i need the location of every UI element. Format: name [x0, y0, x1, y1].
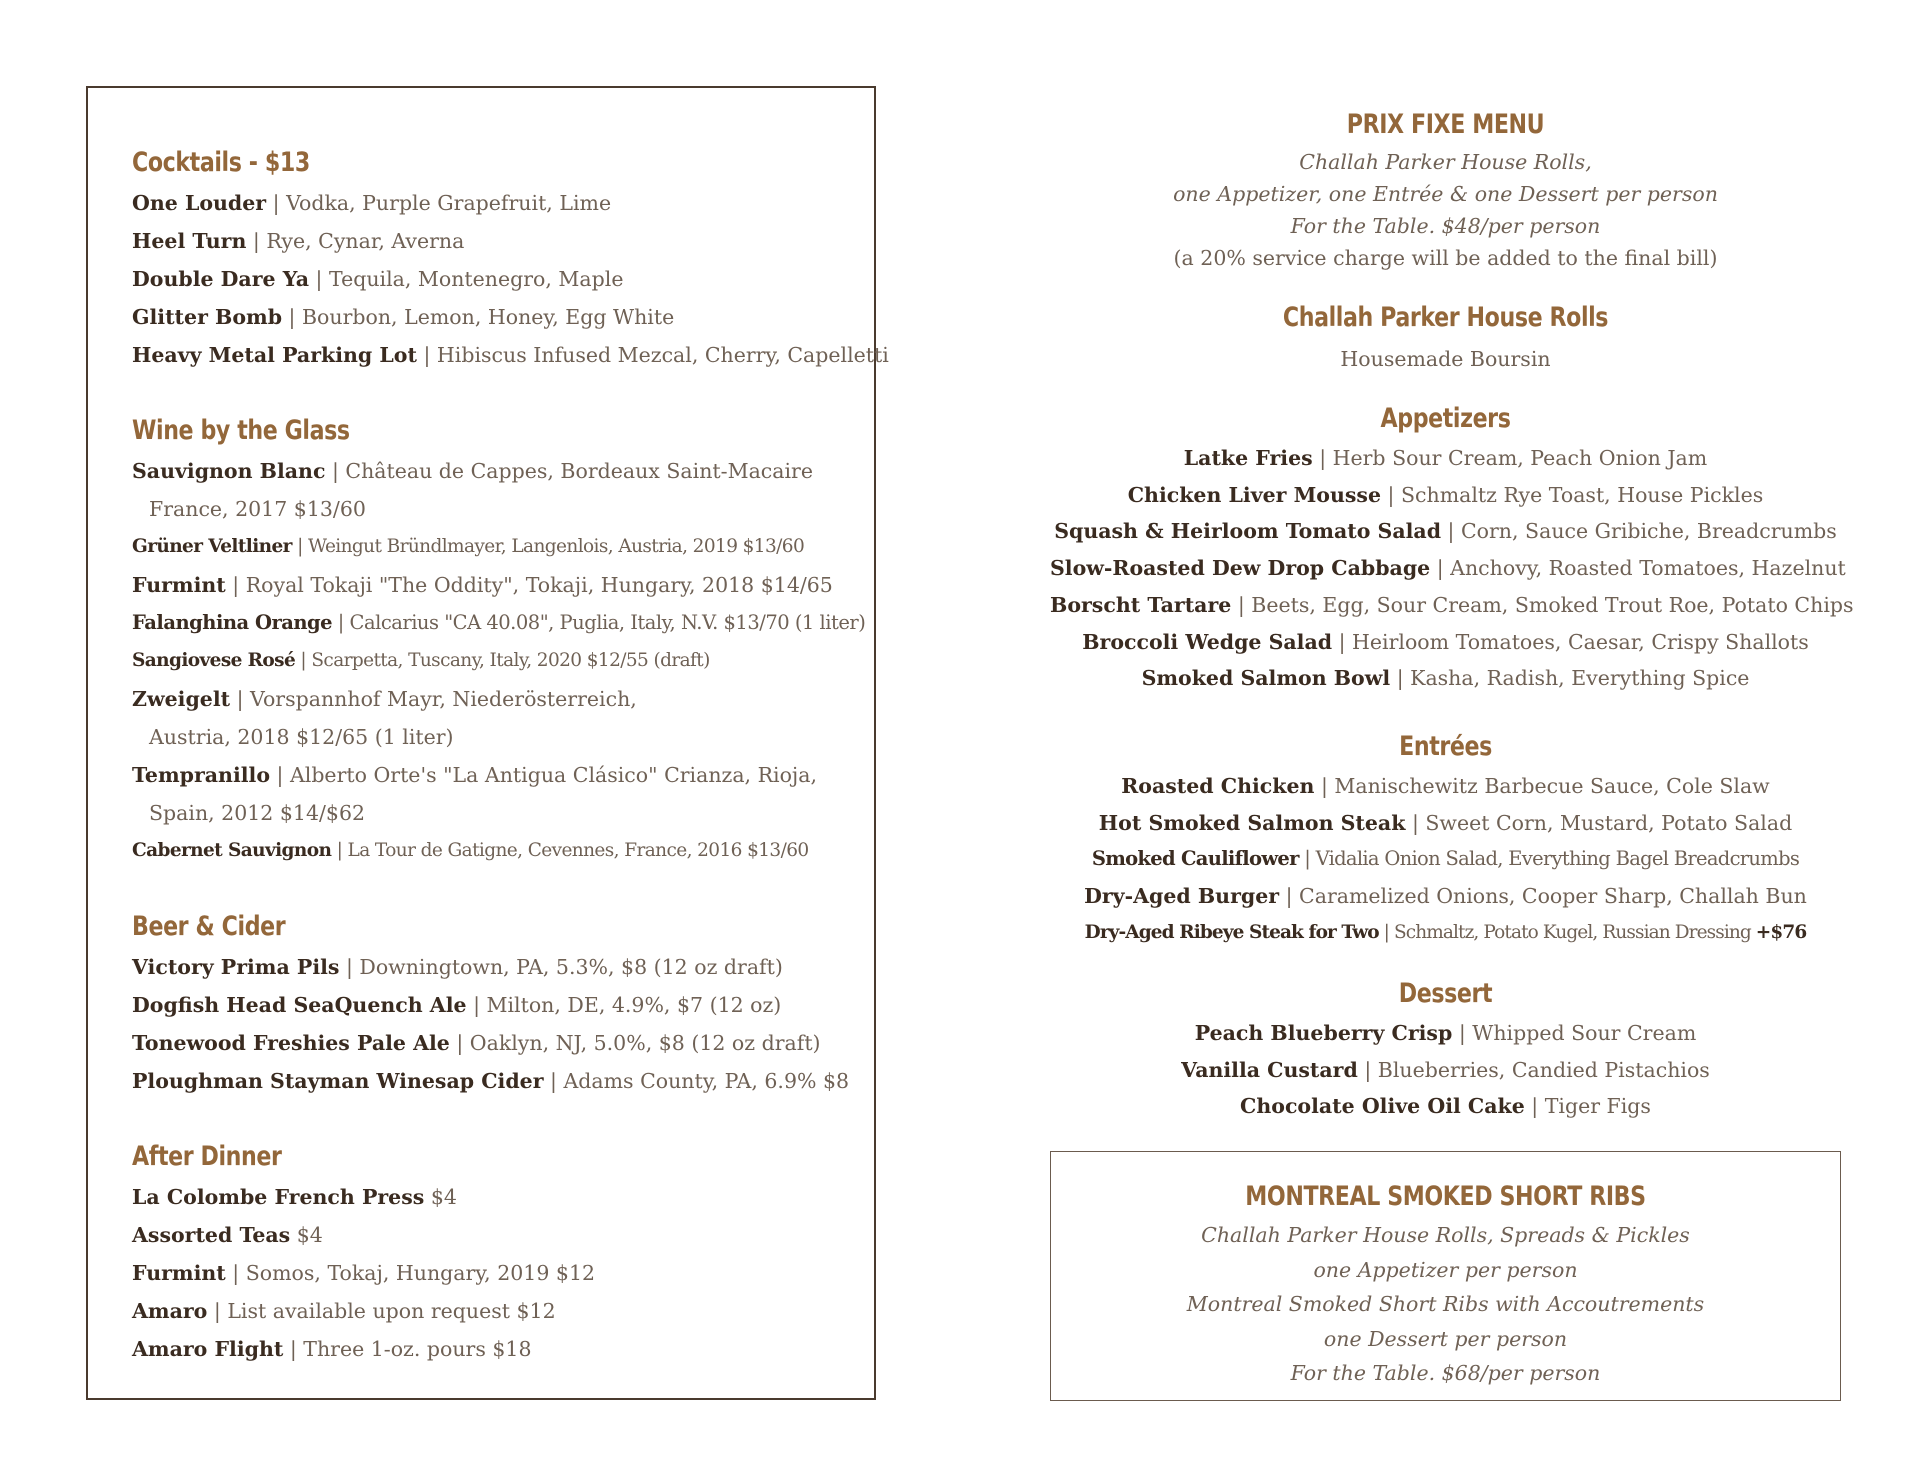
list-item: Broccoli Wedge Salad | Heirloom Tomatoes, Caesar, Crispy Shallots — [1082, 629, 1809, 654]
list-item: Squash & Heirloom Tomato Salad | Corn, Sauce Gribiche, Breadcrumbs — [1054, 519, 1837, 544]
item-name: Assorted Teas — [132, 1223, 291, 1247]
entrees-section — [1050, 726, 1841, 952]
short-ribs-line: one Appetizer per person — [1313, 1257, 1578, 1282]
dessert-section — [1050, 973, 1841, 1125]
item-name: Chocolate Olive Oil Cake — [1240, 1094, 1525, 1119]
short-ribs-line: For the Table. $68/per person — [1290, 1361, 1601, 1385]
list-item: Smoked Cauliflower | Vidalia Onion Salad, Everything Bagel Breadcrumbs — [1091, 847, 1800, 871]
item-name: Hot Smoked Salmon Steak — [1098, 810, 1406, 835]
prix-fixe-line: one Appetizer, one Entrée & one Dessert per person — [1173, 182, 1718, 206]
item-name: Borscht Tartare — [1050, 592, 1232, 617]
item-name: Zweigelt — [132, 687, 231, 711]
item-name: Chicken Liver Mousse — [1127, 482, 1382, 507]
list-item: Dogfish Head SeaQuench Ale | Milton, DE, 4.9%, $7 (12 oz) — [132, 993, 782, 1017]
item-desc: Alberto Orte's "La Antigua Clásico" Crianza, Rioja, — [289, 763, 818, 787]
list-item-continued — [132, 718, 874, 756]
list-item: Sauvignon Blanc | Château de Cappes, Bordeaux Saint-Macaire — [132, 459, 813, 483]
item-name: Sangiovese Rosé — [132, 650, 296, 671]
list-item: Tonewood Freshies Pale Ale | Oaklyn, NJ, 5.0%, $8 (12 oz draft) — [132, 1031, 821, 1055]
item-name: Roasted Chicken — [1121, 774, 1315, 798]
item-desc: Downingtown, PA, 5.3%, $8 (12 oz draft) — [359, 955, 783, 979]
item-desc: Caramelized Onions, Cooper Sharp, Challah Bun — [1299, 884, 1807, 909]
item-desc: Corn, Sauce Gribiche, Breadcrumbs — [1460, 519, 1837, 544]
prix-fixe-line: Challah Parker House Rolls, — [1299, 150, 1592, 174]
item-name: Squash & Heirloom Tomato Salad — [1054, 519, 1442, 544]
wine-heading: Wine by the Glass — [132, 415, 350, 446]
list-item: Zweigelt | Vorspannhof Mayr, Niederösterreich, — [132, 687, 637, 711]
list-item: One Louder | Vodka, Purple Grapefruit, Lime — [132, 191, 612, 215]
item-name: Dogfish Head SeaQuench Ale — [132, 993, 467, 1017]
item-name: Grüner Veltliner — [132, 536, 292, 557]
list-item: Amaro Flight | Three 1-oz. pours $18 — [132, 1337, 532, 1361]
cocktails-list — [132, 184, 889, 374]
item-name: Smoked Salmon Bowl — [1141, 666, 1391, 691]
entrees-heading: Entrées — [1399, 731, 1492, 762]
list-item — [132, 1216, 874, 1254]
beer-cider-heading: Beer & Cider — [132, 911, 286, 942]
item-desc: Royal Tokaji "The Oddity", Tokaji, Hungary, 2018 $14/65 — [245, 573, 833, 597]
item-name: Glitter Bomb — [132, 305, 283, 329]
list-item: Victory Prima Pils | Downingtown, PA, 5.3%, $8 (12 oz draft) — [132, 955, 783, 979]
rolls-desc: Housemade Boursin — [1340, 347, 1551, 371]
item-name: Amaro — [132, 1299, 208, 1323]
item-desc: Whipped Sour Cream — [1472, 1021, 1697, 1045]
item-name: Peach Blueberry Crisp — [1194, 1021, 1453, 1045]
item-name: Tempranillo — [132, 763, 270, 787]
list-item: Falanghina Orange | Calcarius "CA 40.08", Puglia, Italy, N.V. $13/70 (1 liter) — [132, 611, 866, 634]
short-ribs-line: Montreal Smoked Short Ribs with Accoutrements — [1186, 1292, 1705, 1316]
item-desc-continued: Austria, 2018 $12/65 (1 liter) — [149, 725, 454, 749]
list-item: Double Dare Ya | Tequila, Montenegro, Maple — [132, 267, 624, 291]
list-item: Furmint | Royal Tokaji "The Oddity", Tokaji, Hungary, 2018 $14/65 — [132, 573, 833, 597]
item-price: $4 — [296, 1223, 323, 1247]
list-item: Smoked Salmon Bowl | Kasha, Radish, Everything Spice — [1141, 666, 1750, 691]
list-item: Dry-Aged Ribeye Steak for Two | Schmaltz, Potato Kugel, Russian Dressing +$76 — [1084, 921, 1807, 943]
item-name: Vanilla Custard — [1181, 1057, 1358, 1082]
list-item: Cabernet Sauvignon | La Tour de Gatigne, Cevennes, France, 2016 $13/60 — [132, 840, 809, 861]
item-desc: Anchovy, Roasted Tomatoes, Hazelnut — [1450, 556, 1846, 581]
item-name: Ploughman Stayman Winesap Cider — [132, 1069, 544, 1093]
item-desc: Rye, Cynar, Averna — [266, 229, 465, 253]
short-ribs-line: one Dessert per person — [1323, 1326, 1568, 1351]
item-desc: Sweet Corn, Mustard, Potato Salad — [1425, 810, 1793, 835]
appetizers-heading: Appetizers — [1380, 403, 1511, 434]
list-item: Furmint | Somos, Tokaj, Hungary, 2019 $12 — [132, 1261, 596, 1285]
item-desc: Tiger Figs — [1544, 1094, 1651, 1119]
rolls-heading: Challah Parker House Rolls — [1282, 302, 1609, 333]
item-desc: Château de Cappes, Bordeaux Saint-Macaire — [345, 459, 813, 483]
service-charge-note: (a 20% service charge will be added to the final bill) — [1173, 246, 1718, 270]
list-item: Hot Smoked Salmon Steak | Sweet Corn, Mustard, Potato Salad — [1098, 810, 1793, 835]
item-name: Cabernet Sauvignon — [132, 840, 332, 861]
item-desc: Vorspannhof Mayr, Niederösterreich, — [250, 687, 637, 711]
item-desc: La Tour de Gatigne, Cevennes, France, 2016 $13/60 — [347, 840, 809, 861]
item-desc: Scarpetta, Tuscany, Italy, 2020 $12/55 (draft) — [311, 650, 710, 671]
item-name: Smoked Cauliflower — [1091, 847, 1299, 871]
list-item-continued — [132, 794, 874, 832]
list-item: Sangiovese Rosé | Scarpetta, Tuscany, Italy, 2020 $12/55 (draft) — [132, 650, 710, 671]
after-dinner-heading: After Dinner — [132, 1141, 282, 1172]
item-name: Furmint — [132, 573, 226, 597]
list-item: Heavy Metal Parking Lot | Hibiscus Infused Mezcal, Cherry, Capelletti — [132, 343, 889, 367]
list-item: Latke Fries | Herb Sour Cream, Peach Onion Jam — [1183, 446, 1708, 470]
cocktails-heading: Cocktails - $13 — [132, 147, 310, 178]
item-desc: List available upon request $12 — [227, 1299, 556, 1323]
list-item: Dry-Aged Burger | Caramelized Onions, Cooper Sharp, Challah Bun — [1084, 884, 1807, 909]
list-item: Peach Blueberry Crisp | Whipped Sour Cream — [1194, 1021, 1697, 1045]
item-desc: Kasha, Radish, Everything Spice — [1410, 666, 1750, 691]
item-desc-continued: Spain, 2012 $14/$62 — [149, 801, 366, 825]
item-desc: Three 1-oz. pours $18 — [303, 1337, 532, 1361]
item-desc: Schmaltz, Potato Kugel, Russian Dressing — [1394, 921, 1751, 943]
beer-list — [132, 948, 874, 1100]
list-item: Amaro | List available upon request $12 — [132, 1299, 556, 1323]
item-desc: Schmaltz Rye Toast, House Pickles — [1400, 482, 1764, 507]
after-dinner-list — [132, 1178, 874, 1368]
dessert-heading: Dessert — [1398, 978, 1493, 1009]
item-desc: Calcarius "CA 40.08", Puglia, Italy, N.V. $13/70 (1 liter) — [349, 611, 866, 634]
item-name: Latke Fries — [1183, 446, 1313, 470]
item-name: One Louder — [132, 191, 267, 215]
list-item — [132, 1178, 874, 1216]
item-desc: Vidalia Onion Salad, Everything Bagel Breadcrumbs — [1315, 847, 1800, 871]
item-name: Victory Prima Pils — [132, 955, 340, 979]
list-item: Chocolate Olive Oil Cake | Tiger Figs — [1240, 1094, 1651, 1119]
item-name: Dry-Aged Burger — [1084, 884, 1280, 909]
list-item: Ploughman Stayman Winesap Cider | Adams County, PA, 6.9% $8 — [132, 1069, 850, 1093]
short-ribs-line: Challah Parker House Rolls, Spreads & Pickles — [1201, 1223, 1690, 1247]
item-name: Falanghina Orange — [132, 611, 333, 634]
item-name: Double Dare Ya — [132, 267, 310, 291]
item-name: Slow-Roasted Dew Drop Cabbage — [1050, 556, 1431, 581]
list-item: Roasted Chicken | Manischewitz Barbecue Sauce, Cole Slaw — [1121, 774, 1770, 798]
item-desc: Blueberries, Candied Pistachios — [1377, 1057, 1710, 1082]
item-name: Heel Turn — [132, 229, 247, 253]
item-name: Amaro Flight — [132, 1337, 284, 1361]
appetizers-section — [1050, 398, 1854, 697]
item-name: Tonewood Freshies Pale Ale — [132, 1031, 450, 1055]
list-item-continued — [132, 490, 874, 528]
prix-fixe-line: For the Table. $48/per person — [1290, 214, 1601, 238]
wine-list — [132, 452, 874, 870]
item-desc: Adams County, PA, 6.9% $8 — [563, 1069, 850, 1093]
item-desc: Oaklyn, NJ, 5.0%, $8 (12 oz draft) — [469, 1031, 821, 1055]
item-desc: Manischewitz Barbecue Sauce, Cole Slaw — [1334, 774, 1770, 798]
prix-fixe-section — [1050, 104, 1841, 274]
item-name: Furmint — [132, 1261, 226, 1285]
rolls-section — [1050, 297, 1841, 379]
item-desc: Vodka, Purple Grapefruit, Lime — [286, 191, 612, 215]
list-item: Grüner Veltliner | Weingut Bründlmayer, Langenlois, Austria, 2019 $13/60 — [132, 536, 805, 557]
item-name: Broccoli Wedge Salad — [1082, 629, 1333, 654]
list-item: Slow-Roasted Dew Drop Cabbage | Anchovy, Roasted Tomatoes, Hazelnut — [1050, 556, 1846, 581]
item-desc: Somos, Tokaj, Hungary, 2019 $12 — [245, 1261, 596, 1285]
item-name: Heavy Metal Parking Lot — [132, 343, 417, 367]
item-desc: Bourbon, Lemon, Honey, Egg White — [301, 305, 675, 329]
item-desc: Beets, Egg, Sour Cream, Smoked Trout Roe, Potato Chips — [1251, 592, 1854, 617]
short-ribs-heading: MONTREAL SMOKED SHORT RIBS — [1245, 1181, 1646, 1212]
item-price: $4 — [430, 1185, 457, 1209]
item-desc-continued: France, 2017 $13/60 — [149, 497, 366, 521]
list-item: Chicken Liver Mousse | Schmaltz Rye Toast, House Pickles — [1127, 482, 1764, 507]
drinks-panel — [86, 86, 889, 1400]
item-desc: Herb Sour Cream, Peach Onion Jam — [1332, 446, 1708, 470]
list-item: Glitter Bomb | Bourbon, Lemon, Honey, Egg White — [132, 305, 675, 329]
item-desc: Tequila, Montenegro, Maple — [328, 267, 624, 291]
prix-fixe-heading: PRIX FIXE MENU — [1346, 109, 1545, 140]
item-desc: Hibiscus Infused Mezcal, Cherry, Capelletti — [436, 343, 889, 367]
item-name: Dry-Aged Ribeye Steak for Two — [1084, 921, 1379, 943]
item-desc: Milton, DE, 4.9%, $7 (12 oz) — [486, 993, 782, 1017]
item-desc: Weingut Bründlmayer, Langenlois, Austria, 2019 $13/60 — [308, 536, 805, 557]
item-name: La Colombe French Press — [132, 1185, 425, 1209]
item-name: Sauvignon Blanc — [132, 459, 326, 483]
list-item: Vanilla Custard | Blueberries, Candied Pistachios — [1181, 1057, 1710, 1082]
item-desc: Heirloom Tomatoes, Caesar, Crispy Shallots — [1352, 629, 1809, 654]
list-item: Heel Turn | Rye, Cynar, Averna — [132, 229, 465, 253]
list-item: Borscht Tartare | Beets, Egg, Sour Cream, Smoked Trout Roe, Potato Chips — [1050, 592, 1854, 617]
short-ribs-box — [1050, 1151, 1841, 1401]
item-surcharge: +$76 — [1755, 921, 1807, 943]
list-item: Tempranillo | Alberto Orte's "La Antigua Clásico" Crianza, Rioja, — [132, 763, 818, 787]
